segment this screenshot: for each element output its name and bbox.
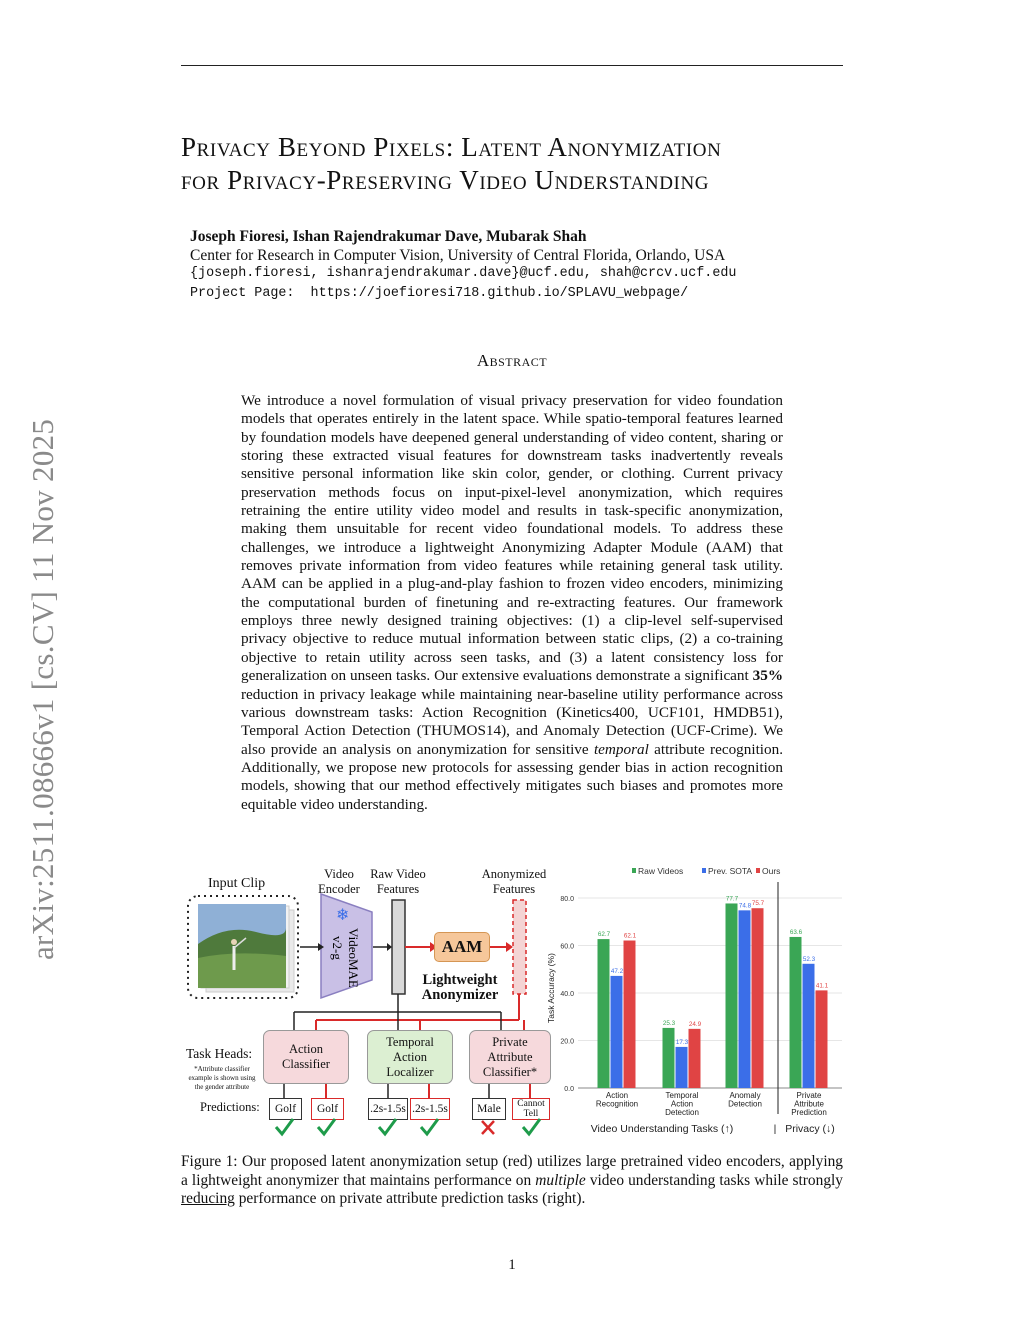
video-encoder-label: Video Encoder	[318, 867, 360, 896]
aam-block: AAM	[434, 932, 490, 962]
y-axis-label: Task Accuracy (%)	[546, 953, 556, 1023]
affiliation: Center for Research in Computer Vision, University of Central Florida, Orlando, USA	[190, 247, 726, 264]
data-label: 25.3	[662, 1019, 676, 1027]
legend-swatch	[702, 868, 706, 873]
abstract-text-2: reduction in privacy leakage while maintaining near-baseline utility performance across various downstream tasks: Action Recognition (Kinetics400, UCF101, HMDB51), Temporal Action Detection (THUMOS14), and Anomaly Detection (UCF-Crime). We also provide an analysis on anonymization for sensitive	[241, 685, 783, 758]
category-label: Anomaly	[729, 1091, 761, 1100]
action-classifier-head: Action Classifier	[263, 1030, 349, 1084]
abstract-italic: temporal	[593, 740, 649, 758]
abstract-text-1: We introduce a novel formulation of visual privacy preservation for video foundation models that operates entirely in the latent space. While spatio-temporal features learned by foundation models have deepened general understanding of video content, sharing or storing these extracted visual features for downstream tasks inadvertently reveals sensitive personal information like skin color, gender, or clothing. Current privacy preservation methods focus on input-pixel-level anonymization, which requires retraining the entire utility video model and results in task-specific anonymization, making them unsuitable for recent video foundational models. To address these challenges, we introduce a lightweight Anonymizing Adapter Module (AAM) that removes private information from video features while retaining general task utility. AAM can be applied in a plug-and-play fashion to frozen video encoders, minimizing the computational burden of finetuning and re-extracting features. Our framework employs three newly designed training objectives: (1) a clip-level self-supervised privacy objective to reduce mutual information between static clips, (2) a co-training objective to retain utility across seen tasks, and (3) a latent consistency loss for generalization on unseen tasks. Our extensive evaluations demonstrate a significant	[241, 392, 783, 685]
author-list: Joseph Fioresi, Ishan Rajendrakumar Dave, Mubarak Shah	[190, 228, 587, 245]
y-tick-label: 40.0	[560, 991, 574, 998]
category-label: Prediction	[791, 1108, 827, 1117]
golf-scene-image	[198, 904, 286, 988]
bar	[816, 990, 828, 1088]
y-tick-label: 60.0	[560, 943, 574, 951]
data-label: 62.1	[623, 932, 637, 940]
data-label: 47.2	[610, 967, 624, 975]
category-label: Detection	[728, 1099, 762, 1109]
bar	[676, 1047, 688, 1088]
category-label: Attribute	[794, 1099, 824, 1109]
project-page-link[interactable]: Project Page: https://joefioresi718.github.io/SPLAVU_webpage/	[190, 286, 689, 301]
private-attribute-head: Private Attribute Classifier*	[469, 1030, 551, 1084]
bar	[689, 1029, 701, 1088]
figure-caption	[181, 1153, 843, 1209]
y-tick-label: 0.0	[564, 1086, 574, 1093]
prediction-box: Cannot Tell	[512, 1098, 550, 1120]
predictions-label: Predictions:	[200, 1100, 260, 1114]
temporal-localizer-head: Temporal Action Localizer	[367, 1030, 453, 1084]
encoder-label-1: VideoMAE	[346, 928, 361, 988]
data-label: 63.6	[789, 928, 803, 936]
anonymized-features-bar	[513, 900, 526, 994]
category-label: Action	[670, 1099, 694, 1109]
bar	[790, 937, 802, 1088]
caption-italic: multiple	[535, 1171, 586, 1189]
raw-features-label: Raw Video Features	[370, 867, 426, 896]
bar	[624, 941, 636, 1088]
top-rule	[181, 65, 843, 66]
legend-label: Prev. SOTA	[708, 866, 753, 876]
bar	[752, 908, 764, 1088]
author-emails: {joseph.fioresi, ishanrajendrakumar.dave}@ucf.edu, shah@crcv.ucf.edu	[190, 266, 737, 281]
data-label: 74.8	[738, 902, 752, 910]
bar	[611, 976, 623, 1088]
legend-label: Raw Videos	[638, 866, 684, 876]
snowflake-icon: ❄	[336, 905, 350, 924]
caption-text-2: video understanding tasks while strongly	[589, 1171, 843, 1189]
abstract-heading: Abstract	[476, 351, 548, 370]
prediction-box: Golf	[269, 1098, 302, 1120]
x-axis-label-utility: Video Understanding Tasks (↑)	[590, 1123, 734, 1135]
bar	[803, 964, 815, 1088]
method-diagram	[176, 862, 556, 1147]
caption-text-3: performance on private attribute prediction tasks (right).	[238, 1190, 586, 1207]
data-label: 24.9	[688, 1020, 702, 1028]
data-label: 17.3	[675, 1038, 689, 1046]
data-label: 52.3	[802, 955, 816, 963]
abstract-text-3: attribute recognition. Additionally, we propose new protocols for assessing gender bias in action recognition models, showing that our method effectively mitigates such biases and promotes more equitable video understanding.	[241, 740, 784, 813]
anonymized-features-label: Anonymized Features	[481, 867, 547, 896]
legend-swatch	[756, 868, 760, 873]
x-axis-label-privacy: Privacy (↓)	[785, 1123, 835, 1135]
data-label: 62.7	[597, 931, 611, 939]
title-line-2: for Privacy-Preserving Video Understanding	[181, 165, 710, 195]
y-tick-label: 20.0	[560, 1038, 574, 1046]
title-line-1: Privacy Beyond Pixels: Latent Anonymization	[181, 132, 722, 162]
bar	[663, 1028, 675, 1088]
paper-title	[181, 131, 861, 197]
legend-label: Ours	[762, 866, 781, 876]
prediction-box: .2s-1.5s	[368, 1098, 408, 1120]
arxiv-watermark: arXiv:2511.08666v1 [cs.CV] 11 Nov 2025	[25, 418, 60, 960]
x-axis-separator: |	[773, 1123, 777, 1135]
task-heads-label: Task Heads:	[186, 1046, 253, 1061]
encoder-label-2: v2-g	[330, 936, 345, 960]
lightweight-anonymizer-label: Lightweight Anonymizer	[421, 972, 499, 1003]
abstract-body	[241, 392, 783, 814]
page-number: 1	[508, 1257, 516, 1273]
prediction-box: .2s-1.5s	[410, 1098, 450, 1120]
bar	[598, 939, 610, 1088]
y-tick-label: 80.0	[560, 896, 574, 903]
category-label: Recognition	[595, 1099, 639, 1109]
category-label: Detection	[665, 1108, 699, 1117]
data-label: 75.7	[751, 900, 765, 908]
raw-features-bar	[392, 900, 405, 994]
data-label: 77.7	[725, 895, 739, 903]
caption-text-1: Figure 1: Our proposed latent anonymization setup (red) utilizes large pretrained video encoders, applying a lightweight anonymizer that maintains performance on	[181, 1153, 843, 1189]
bar	[739, 910, 751, 1088]
attribute-footnote: *Attribute classifier example is shown using the gender attribute	[188, 1065, 256, 1091]
data-label: 41.1	[815, 982, 829, 990]
category-label: Action	[605, 1091, 629, 1100]
input-clip-label: Input Clip	[208, 876, 266, 891]
bar	[726, 903, 738, 1088]
results-bar-chart	[542, 862, 846, 1140]
legend-swatch	[632, 868, 636, 873]
category-label: Private	[796, 1091, 822, 1100]
abstract-bold-stat: 35%	[752, 667, 784, 685]
prediction-box: Golf	[311, 1098, 344, 1120]
prediction-box: Male	[472, 1098, 506, 1120]
caption-underlined: reducing	[181, 1190, 235, 1207]
category-label: Temporal	[665, 1091, 699, 1100]
